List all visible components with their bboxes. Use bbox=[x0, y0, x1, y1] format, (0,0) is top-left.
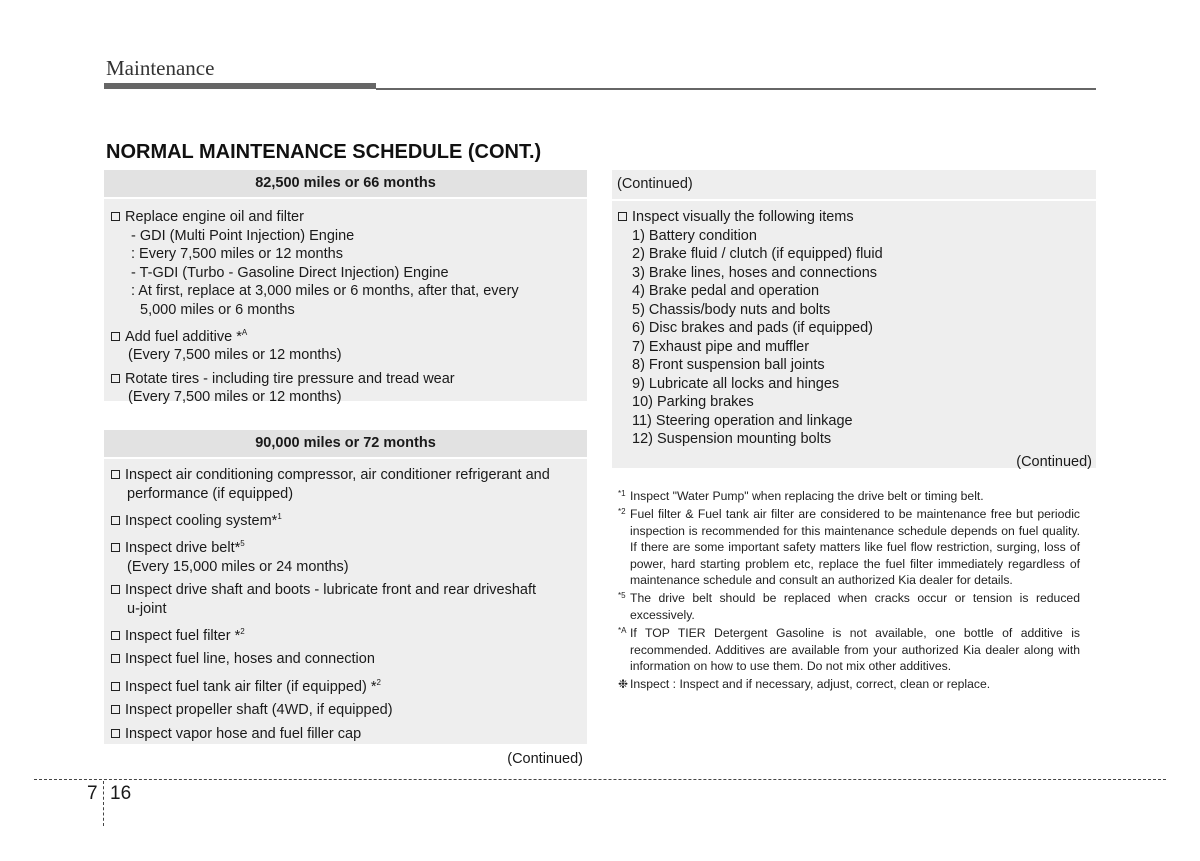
checklist-item: Inspect fuel line, hoses and connection bbox=[111, 650, 587, 669]
item-detail: 5,000 miles or 6 months bbox=[140, 301, 295, 318]
continued-label: (Continued) bbox=[1016, 453, 1092, 470]
inspect-item: 3) Brake lines, hoses and connections bbox=[632, 264, 878, 281]
checkbox-icon bbox=[111, 654, 120, 663]
schedule-box-90000 bbox=[104, 430, 587, 768]
schedule-box-continued bbox=[612, 170, 1096, 468]
checkbox-icon bbox=[111, 705, 120, 714]
footnote: *5 The drive belt should be replaced when cracks occur or tension is reduced excessively. bbox=[618, 591, 1080, 622]
item-detail: - T-GDI (Turbo - Gasoline Direct Injection) Engine bbox=[131, 264, 449, 281]
footnote: *1 Inspect "Water Pump" when replacing the drive belt or timing belt. bbox=[618, 489, 984, 503]
checklist-item: Inspect visually the following items bbox=[618, 208, 1096, 227]
checklist-item: Rotate tires - including tire pressure and tread wear bbox=[111, 370, 587, 389]
inspect-item: 2) Brake fluid / clutch (if equipped) fluid bbox=[632, 246, 883, 262]
checkbox-icon bbox=[111, 585, 120, 594]
header-rule-thin bbox=[376, 88, 1096, 90]
inspect-item: 12) Suspension mounting bolts bbox=[632, 431, 832, 447]
schedule-box-82500 bbox=[104, 170, 587, 406]
checklist-item: Inspect cooling system*$^1$ bbox=[111, 508, 587, 530]
checkbox-icon bbox=[111, 729, 120, 738]
item-detail: (Every 15,000 miles or 24 months) bbox=[127, 558, 349, 575]
chapter-number: 7 bbox=[87, 783, 98, 804]
box-heading: 90,000 miles or 72 months bbox=[104, 430, 587, 459]
checkbox-icon bbox=[111, 374, 120, 383]
continued-label: (Continued) bbox=[507, 751, 583, 768]
item-detail: - GDI (Multi Point Injection) Engine bbox=[131, 227, 355, 244]
continued-heading: (Continued) bbox=[612, 170, 1096, 201]
checklist-item: Inspect air conditioning compressor, air conditioner refrigerant and bbox=[111, 466, 587, 485]
checklist-item: Inspect vapor hose and fuel filler cap bbox=[111, 725, 587, 744]
footnote: *2 Fuel filter & Fuel tank air filter are considered to be maintenance free but periodic inspection is recommended for this maintenance schedule depends on fuel quality. If there are some important safety matters like fuel flow restriction, surging, loss of power, hard starting problem etc, replace the fuel filter immediately regardless of maintenance schedule and consult an authorized Kia dealer for details. bbox=[618, 507, 1080, 588]
checklist-item: Inspect drive belt*$^5$ bbox=[111, 535, 587, 557]
page-number-divider bbox=[103, 781, 104, 826]
footnotes bbox=[618, 488, 1094, 695]
checklist-item: Inspect fuel filter *$^2$ bbox=[111, 623, 587, 645]
item-detail: performance (if equipped) bbox=[127, 485, 294, 502]
checkbox-icon bbox=[111, 212, 120, 221]
checkbox-icon bbox=[111, 631, 120, 640]
checklist-item: Add fuel additive *$^A$ bbox=[111, 324, 587, 346]
checklist-item: Inspect drive shaft and boots - lubricate front and rear driveshaft bbox=[111, 581, 587, 600]
footnote: ❉ Inspect : Inspect and if necessary, adjust, correct, clean or replace. bbox=[618, 677, 991, 692]
inspect-item: 9) Lubricate all locks and hinges bbox=[632, 375, 840, 392]
checklist-item: Replace engine oil and filter bbox=[111, 208, 587, 227]
checkbox-icon bbox=[618, 212, 627, 221]
item-detail: : At first, replace at 3,000 miles or 6 months, after that, every bbox=[131, 283, 519, 299]
inspect-item: 5) Chassis/body nuts and bolts bbox=[632, 301, 831, 318]
checkbox-icon bbox=[111, 516, 120, 525]
inspect-item: 1) Battery condition bbox=[632, 227, 757, 244]
item-detail: : Every 7,500 miles or 12 months bbox=[131, 246, 343, 262]
page-number: 16 bbox=[110, 783, 132, 804]
page-header-title: Maintenance bbox=[106, 56, 215, 80]
footnote: *A If TOP TIER Detergent Gasoline is not available, one bottle of additive is recommended. Additives are available from your authorized Kia dealer along with information on how to use them. Do not mix other additives. bbox=[618, 626, 1080, 674]
inspect-item: 8) Front suspension ball joints bbox=[632, 357, 825, 373]
checkbox-icon bbox=[111, 332, 120, 341]
checkbox-icon bbox=[111, 470, 120, 479]
inspect-item: 11) Steering operation and linkage bbox=[632, 412, 853, 429]
box-heading: 82,500 miles or 66 months bbox=[104, 170, 587, 199]
item-detail: u-joint bbox=[127, 600, 167, 617]
header-rule-thick bbox=[104, 83, 376, 89]
inspect-item: 4) Brake pedal and operation bbox=[632, 283, 820, 299]
checkbox-icon bbox=[111, 682, 120, 691]
item-detail: (Every 7,500 miles or 12 months) bbox=[128, 347, 342, 364]
inspect-item: 6) Disc brakes and pads (if equipped) bbox=[632, 320, 873, 336]
footer-divider bbox=[34, 779, 1166, 780]
inspect-item: 7) Exhaust pipe and muffler bbox=[632, 338, 810, 355]
inspect-item: 10) Parking brakes bbox=[632, 394, 754, 410]
section-title: NORMAL MAINTENANCE SCHEDULE (CONT.) bbox=[106, 141, 542, 163]
checklist-item: Inspect propeller shaft (4WD, if equipped) bbox=[111, 701, 587, 720]
item-detail: (Every 7,500 miles or 12 months) bbox=[128, 389, 342, 406]
checkbox-icon bbox=[111, 543, 120, 552]
checklist-item: Inspect fuel tank air filter (if equipped) *$^2$ bbox=[111, 674, 587, 696]
